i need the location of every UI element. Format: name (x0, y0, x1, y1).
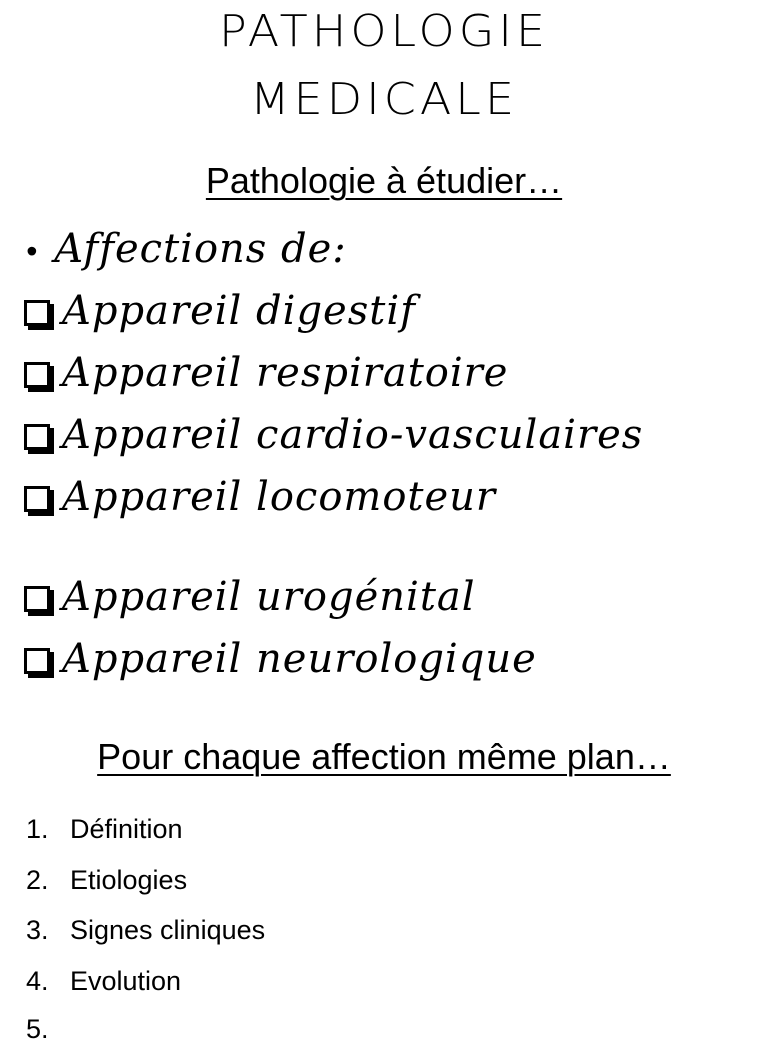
checkbox-icon (24, 586, 50, 612)
list-number: 1. (26, 814, 49, 844)
section-heading-pathologie: Pathologie à étudier… (205, 160, 563, 201)
list-item-text: Définition (70, 814, 183, 844)
checkbox-icon (24, 486, 50, 512)
list-item-text: Etiologies (70, 865, 188, 895)
checklist-item-label: Appareil neurologique (62, 636, 537, 682)
bullet-item (26, 226, 347, 272)
checklist-item-label: Appareil digestif (62, 288, 416, 334)
checkbox-icon (24, 300, 50, 326)
list-number: 3. (26, 915, 49, 945)
checklist-item (24, 412, 643, 458)
numbered-list-item (26, 1014, 70, 1045)
list-item-text: Evolution (70, 966, 182, 996)
checkbox-icon (24, 648, 50, 674)
checklist-item (24, 474, 496, 520)
bullet-dot-icon: • (26, 233, 39, 269)
section-heading-plan: Pour chaque affection même plan… (97, 736, 671, 777)
list-number: 4. (26, 966, 49, 996)
numbered-list-item (26, 966, 181, 997)
checklist-item-label: Appareil respiratoire (62, 350, 509, 396)
checklist-item (24, 350, 508, 396)
checkbox-icon (24, 362, 50, 388)
title-line-2: MEDICALE (249, 73, 519, 125)
list-number: 2. (26, 865, 49, 895)
checklist-item-label: Appareil urogénital (62, 574, 476, 620)
list-item-text: Signes cliniques (70, 915, 266, 945)
list-number: 5. (26, 1014, 49, 1044)
checklist-item (24, 574, 476, 620)
checklist-item (24, 636, 537, 682)
numbered-list-item (26, 814, 183, 845)
checkbox-icon (24, 424, 50, 450)
checklist-item (24, 288, 416, 334)
numbered-list-item (26, 915, 265, 946)
bullet-text: Affections de: (54, 226, 347, 272)
checklist-item-label: Appareil cardio-vasculaires (62, 412, 644, 458)
title-line-1: PATHOLOGIE (218, 5, 550, 57)
checklist-item-label: Appareil locomoteur (62, 474, 497, 520)
numbered-list-item (26, 865, 187, 896)
